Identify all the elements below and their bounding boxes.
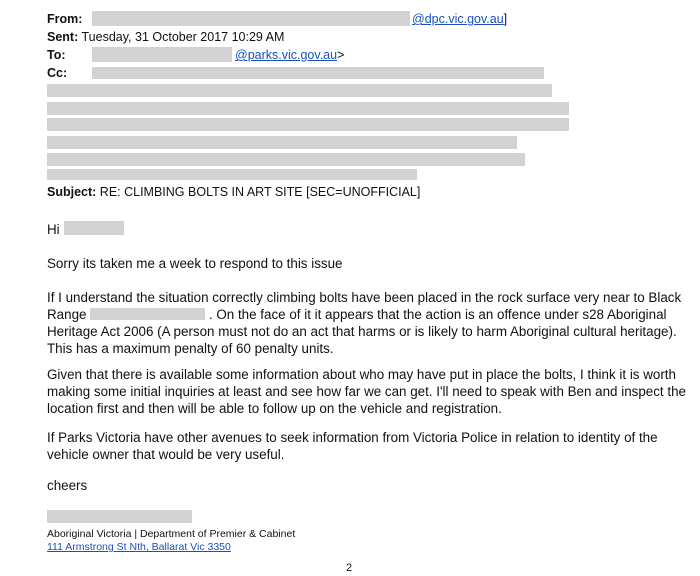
signature-address-link[interactable]: 111 Armstrong St Nth, Ballarat Vic 3350 [47,541,231,553]
signoff: cheers [47,478,88,493]
redacted-cc-6 [47,153,525,166]
redacted-location [90,308,205,320]
redacted-cc-7 [47,169,417,180]
from-line [47,12,82,27]
cc-label: Cc: [47,66,68,80]
sent-value: Tuesday, 31 October 2017 10:29 AM [81,30,285,44]
subject-line [47,185,420,200]
redacted-cc-3 [47,102,569,115]
to-line [47,48,66,63]
paragraph-1: Sorry its taken me a week to respond to this issue [47,256,343,271]
redacted-cc-2 [47,84,552,97]
redacted-cc-5 [47,136,517,149]
paragraph-3: Given that there is available some information about who may have put in place the bolts, I think it is worth making some initial inquiries at least and see how far we can get. I'll need to speak with Ben and inspect the location first and then will be able to follow up on the vehicle and registration. [47,367,686,416]
subject-value: RE: CLIMBING BOLTS IN ART SITE [SEC=UNOFFICIAL] [99,185,421,199]
sent-label: Sent: [47,30,79,44]
sent-line [47,30,284,45]
signature-org: Aboriginal Victoria | Department of Premier & Cabinet [47,528,296,540]
from-email-domain[interactable]: @dpc.vic.gov.au] [412,12,508,26]
from-label: From: [47,12,83,26]
to-label: To: [47,48,66,62]
to-email-domain[interactable]: @parks.vic.gov.au> [235,48,345,62]
redacted-greeting-name [64,221,124,235]
redacted-cc-4 [47,118,569,131]
paragraph-4: If Parks Victoria have other avenues to seek information from Victoria Police in relation to identity of the vehicle owner that would be very useful. [47,430,658,462]
greeting: Hi [47,222,60,237]
paragraph-2: If I understand the situation correctly climbing bolts have been placed in the rock surface very near to Black Range . On the face of it it appears that the action is an offence under s28 Aboriginal Heritage Act 2006 (A person must not do an act that harms or is likely to harm Aboriginal cultural heritage). This has a maximum penalty of 60 penalty units. [47,290,682,356]
subject-label: Subject: [47,185,97,199]
page-number: 2 [346,562,353,574]
redacted-sender-name [47,510,192,523]
redacted-sender [92,11,410,26]
redacted-recipient [92,47,232,62]
cc-line [47,66,67,81]
redacted-cc-1 [92,67,544,79]
